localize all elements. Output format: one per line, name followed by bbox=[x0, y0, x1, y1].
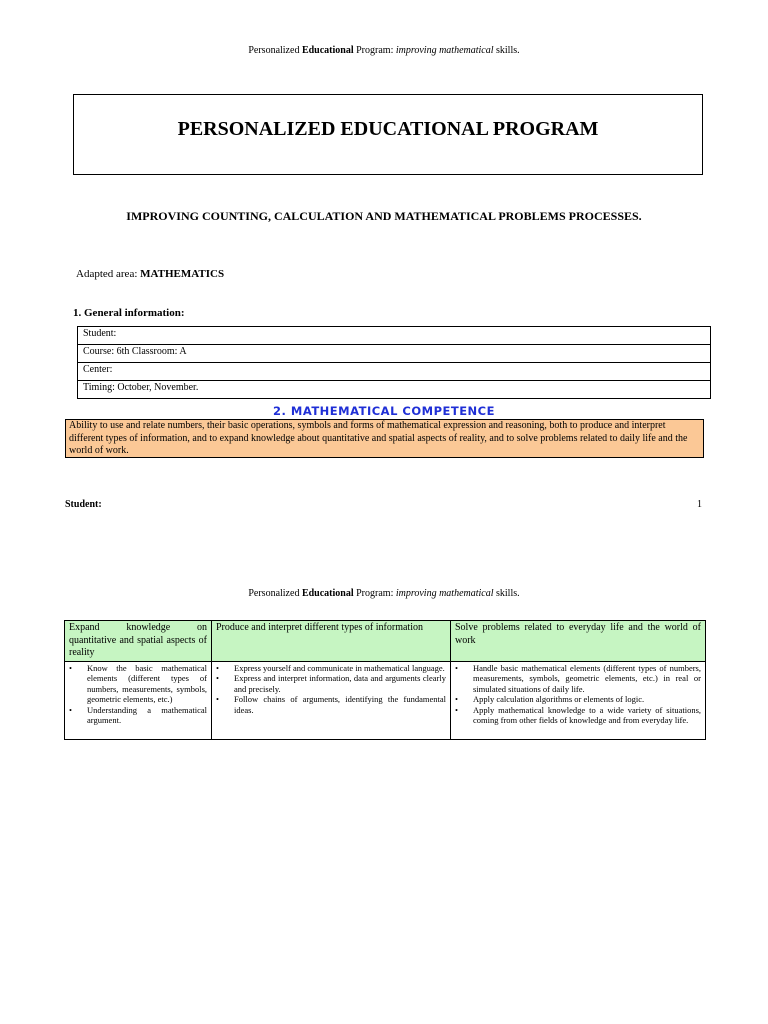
page-title: PERSONALIZED EDUCATIONAL PROGRAM bbox=[177, 118, 599, 140]
table-row bbox=[65, 661, 706, 739]
general-info-timing: Timing: October, November. bbox=[78, 381, 711, 399]
table-cell bbox=[451, 661, 706, 739]
bullet-icon: • bbox=[216, 694, 219, 704]
bullet-icon: • bbox=[69, 704, 72, 715]
general-info-center: Center: bbox=[78, 363, 711, 381]
competence-heading: 2. MATHEMATICAL COMPETENCE bbox=[273, 404, 495, 418]
adapted-area-label: Adapted area: bbox=[76, 268, 141, 280]
bullet-icon: • bbox=[455, 694, 458, 704]
column-header: Produce and interpret different types of information bbox=[212, 621, 451, 662]
bullet-list bbox=[455, 663, 701, 726]
table-cell bbox=[65, 661, 212, 739]
competence-table bbox=[64, 620, 706, 740]
list-item: • Apply mathematical knowledge to a wide variety of situations, coming from other fields of knowledge and from everyday life. bbox=[455, 704, 701, 725]
general-info-course: Course: 6th Classroom: A bbox=[78, 345, 711, 363]
general-info-table bbox=[77, 326, 711, 399]
list-item: • Follow chains of arguments, identifying the fundamental ideas. bbox=[216, 694, 446, 715]
list-item: • Apply calculation algorithms or elements of logic. bbox=[455, 694, 645, 704]
bullet-list bbox=[69, 663, 207, 726]
bullet-icon: • bbox=[455, 662, 458, 673]
table-row bbox=[78, 363, 711, 381]
bullet-icon: • bbox=[216, 662, 219, 673]
table-row bbox=[78, 327, 711, 345]
adapted-area-value: MATHEMATICS bbox=[140, 268, 225, 280]
page-header: Personalized Educational Program: improving mathematical skills. bbox=[248, 45, 520, 56]
bullet-list bbox=[216, 663, 446, 716]
table-row bbox=[78, 345, 711, 363]
table-header-row bbox=[65, 621, 706, 662]
footer-student-label: Student: bbox=[65, 499, 102, 510]
bullet-icon: • bbox=[216, 673, 219, 683]
bullet-icon: • bbox=[455, 704, 458, 715]
general-info-heading: 1. General information: bbox=[73, 307, 185, 319]
adapted-area bbox=[76, 268, 224, 280]
table-row bbox=[78, 381, 711, 399]
list-item: • Express yourself and communicate in mathematical language. bbox=[216, 662, 445, 673]
list-item: • Express and interpret information, data and arguments clearly and precisely. bbox=[216, 673, 446, 694]
bullet-icon: • bbox=[69, 662, 72, 673]
subtitle: IMPROVING COUNTING, CALCULATION AND MATHEMATICAL PROBLEMS PROCESSES. bbox=[126, 209, 642, 223]
list-item: • Know the basic mathematical elements (different types of numbers, measurements, symbols, geometric elements, etc.) bbox=[69, 662, 207, 704]
column-header: Solve problems related to everyday life and the world of work bbox=[451, 621, 706, 662]
column-header: Expand knowledge on quantitative and spatial aspects of reality bbox=[65, 621, 212, 662]
page-number: 1 bbox=[697, 499, 702, 510]
list-item: • Understanding a mathematical argument. bbox=[69, 704, 207, 725]
list-item: • Handle basic mathematical elements (different types of numbers, measurements, symbols, geometric elements, etc.) in real or simulated situations of daily life. bbox=[455, 662, 701, 694]
table-cell bbox=[212, 661, 451, 739]
title-box bbox=[73, 94, 703, 175]
general-info-student: Student: bbox=[78, 327, 711, 345]
competence-description: Ability to use and relate numbers, their basic operations, symbols and forms of mathematical expression and reasoning, both to produce and interpret different types of information, and to expand knowledge about quantitative and spatial aspects of reality, and to solve problems related to daily life and the world of work. bbox=[65, 419, 704, 458]
page-header: Personalized Educational Program: improving mathematical skills. bbox=[248, 588, 520, 599]
